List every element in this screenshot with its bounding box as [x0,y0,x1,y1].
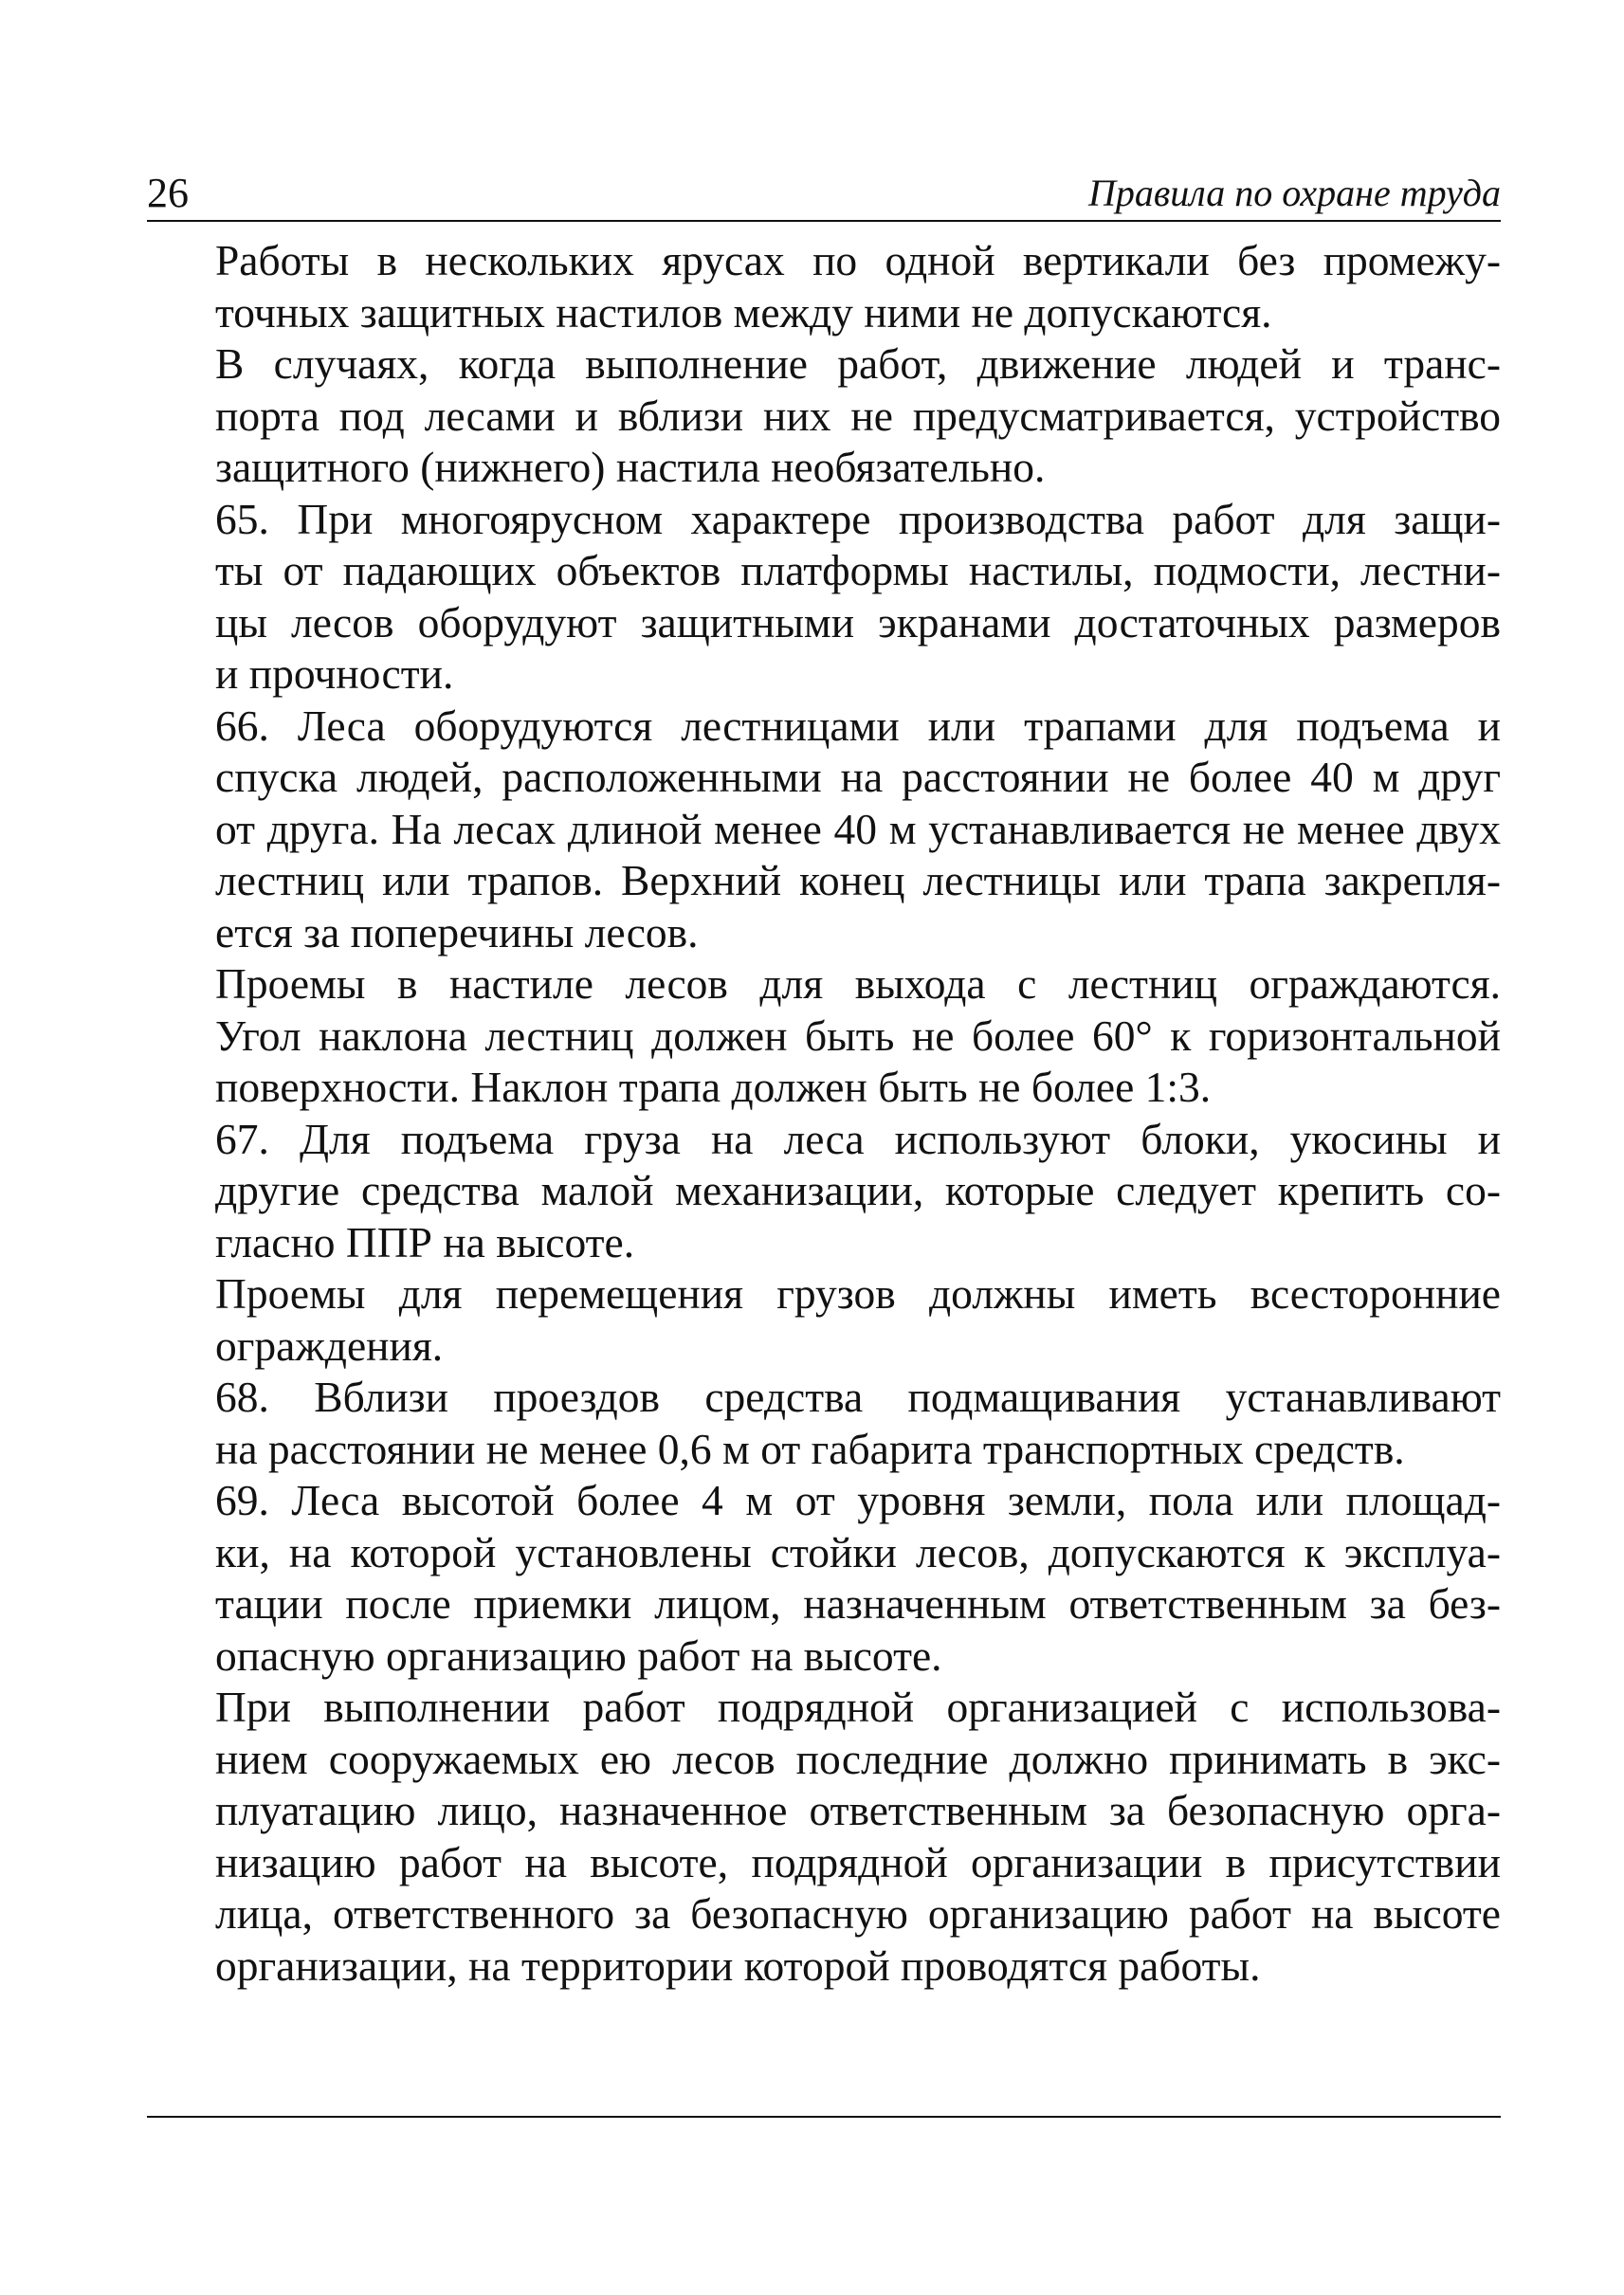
text-line: от друга. На лесах длиной менее 40 м устанавливается не менее двух [215,804,1501,853]
text-line: спуска людей, расположенными на расстоянии не более 40 м друг [215,753,1501,801]
paragraph [147,1682,1501,1992]
text-line: Угол наклона лестниц должен быть не более 60° к горизонтальной [215,1011,1501,1060]
text-line: организации, на территории которой проводятся работы. [215,1940,1261,1990]
paragraph [147,494,1501,701]
text-line: ограждения. [215,1321,444,1370]
paragraph [147,1475,1501,1682]
text-line: 66. Леса оборудуются лестницами или трапами для подъема и [215,701,1501,750]
text-line: 68. Вблизи проездов средства подмащивания устанавливают [215,1373,1501,1421]
text-line: Работы в нескольких ярусах по одной вертикали без промежу- [215,236,1501,284]
text-line: В случаях, когда выполнение работ, движение людей и транс- [215,339,1501,388]
text-line: тации после приемки лицом, назначенным ответственным за без- [215,1579,1501,1628]
text-line: ки, на которой установлены стойки лесов, допускаются к эксплуа- [215,1527,1501,1576]
text-line: гласно ППР на высоте. [215,1217,635,1266]
text-line: на расстоянии не менее 0,6 м от габарита транспортных средств. [215,1424,1405,1473]
footer-rule [147,2116,1501,2118]
body-text [147,235,1501,1992]
text-line: 65. При многоярусном характере производства работ для защи- [215,494,1501,543]
text-line: лестниц или трапов. Верхний конец лестницы или трапа закрепля- [215,856,1501,904]
paragraph [147,958,1501,1114]
text-line: ется за поперечины лесов. [215,907,699,956]
paragraph [147,235,1501,338]
text-line: точных защитных настилов между ними не допускаются. [215,287,1272,337]
text-line: 67. Для подъема груза на леса используют блоки, укосины и [215,1114,1501,1163]
text-line: цы лесов оборудуют защитными экранами достаточных размеров [215,597,1501,647]
paragraph [147,338,1501,494]
text-line: При выполнении работ подрядной организацией с использова- [215,1683,1501,1731]
paragraph [147,701,1501,959]
header-rule [147,220,1501,222]
text-line: другие средства малой механизации, которые следует крепить со- [215,1166,1501,1214]
text-line: поверхности. Наклон трапа должен быть не более 1:3. [215,1063,1212,1111]
running-title: Правила по охране труда [1088,172,1501,214]
text-line: 69. Леса высотой более 4 м от уровня земли, пола или площад- [215,1476,1501,1524]
paragraph [147,1268,1501,1372]
page-number: 26 [147,170,189,216]
text-line: Проемы в настиле лесов для выхода с лестниц ограждаются. [215,959,1501,1008]
paragraph [147,1114,1501,1269]
text-line: плуатацию лицо, назначенное ответственным за безопасную орга- [215,1786,1501,1834]
text-line: опасную организацию работ на высоте. [215,1630,942,1680]
text-line: нием сооружаемых ею лесов последние должно принимать в экс- [215,1734,1501,1783]
paragraph [147,1372,1501,1475]
text-line: Проемы для перемещения грузов должны иметь всесторонние [215,1269,1501,1318]
text-line: порта под лесами и вблизи них не предусматривается, устройство [215,391,1501,440]
page-header [147,169,1501,226]
text-line: низацию работ на высоте, подрядной организации в присутствии [215,1837,1501,1886]
text-line: защитного (нижнего) настила необязательно. [215,443,1046,491]
text-line: и прочности. [215,649,454,698]
text-line: ты от падающих объектов платформы настилы, подмости, лестни- [215,546,1501,594]
text-line: лица, ответственного за безопасную организацию работ на высоте [215,1889,1501,1938]
